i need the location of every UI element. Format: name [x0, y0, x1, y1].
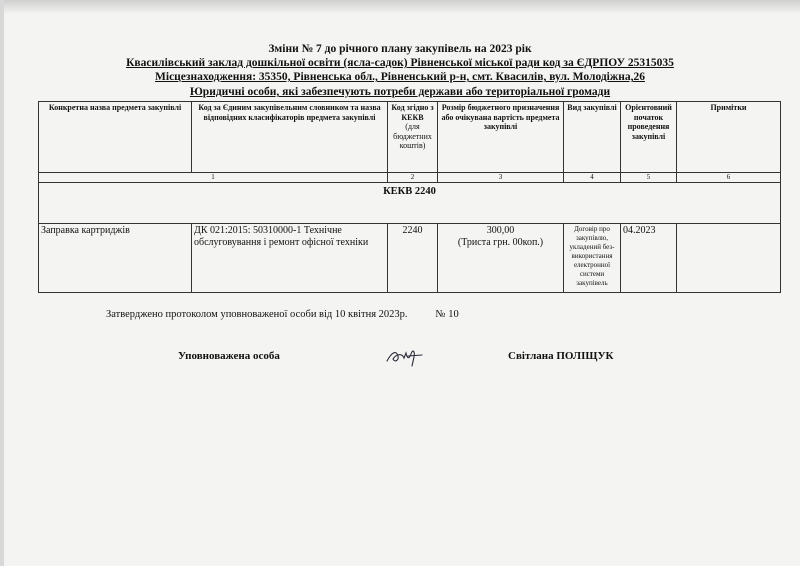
header-name: Конкретна назва предмета закупівлі: [39, 102, 192, 173]
column-number: 3: [438, 173, 564, 183]
category-line: Юридичні особи, які забезпечують потреби держави або територіальної громади: [189, 86, 611, 98]
procurement-table: [38, 101, 781, 293]
column-number-row: [39, 173, 781, 183]
column-number: 2: [388, 173, 438, 183]
column-number: 6: [677, 173, 781, 183]
document-title: Зміни № 7 до річного плану закупівель на 2023 рік: [268, 43, 532, 55]
item-notes: [677, 224, 781, 293]
scan-edge-top: [0, 0, 800, 14]
group-label: КЕКВ 2240: [39, 183, 781, 224]
item-name: Заправка картриджів: [39, 224, 192, 293]
header-type: Вид закупівлі: [564, 102, 621, 173]
group-row: [39, 183, 781, 224]
signatory-role: Уповноважена особа: [178, 350, 280, 362]
item-start: 04.2023: [621, 224, 677, 293]
table-header-row: [39, 102, 781, 173]
item-code: ДК 021:2015: 50310000-1 Технічне обслуговування і ремонт офісної техніки: [192, 224, 388, 293]
column-number: 1: [39, 173, 388, 183]
column-number: 4: [564, 173, 621, 183]
header-kekv: Код згідно з КЕКВ (для бюджетних коштів): [388, 102, 438, 173]
header-code: Код за Єдиним закупівельним словником та назва відповідних класифікаторів предмета закупівлі: [192, 102, 388, 173]
protocol-number: № 10: [435, 309, 459, 320]
signatory-name: Світлана ПОЛІЩУК: [508, 350, 614, 362]
column-number: 5: [621, 173, 677, 183]
handwritten-signature-icon: [384, 344, 426, 368]
customer-line: Квасилівський заклад дошкільної освіти (ясла-садок) Рівненської міської ради код за ЄДРПОУ 25315035: [126, 57, 674, 69]
item-procurement-type: Договір про закупівлю, укладений без-використання електронної системи закупівель: [564, 224, 621, 293]
table-row: [39, 224, 781, 293]
approval-line: [106, 309, 459, 320]
header-start: Орієнтовний початок проведення закупівлі: [621, 102, 677, 173]
location-line: Місцезнаходження: 35350, Рівненська обл., Рівненський р-н, смт. Квасилів, вул. Молодіжна,26: [155, 71, 645, 83]
scan-edge-left: [0, 0, 4, 566]
amount-value: 300,00: [486, 225, 515, 236]
approval-text: Затверджено протоколом уповноваженої особи від 10 квітня 2023р.: [106, 309, 408, 320]
item-kekv: 2240: [388, 224, 438, 293]
item-amount: [438, 224, 564, 293]
amount-words: (Триста грн. 00коп.): [457, 236, 544, 248]
header-notes: Примітки: [677, 102, 781, 173]
header-amount: Розмір бюджетного призначення або очікувана вартість предмета закупівлі: [438, 102, 564, 173]
